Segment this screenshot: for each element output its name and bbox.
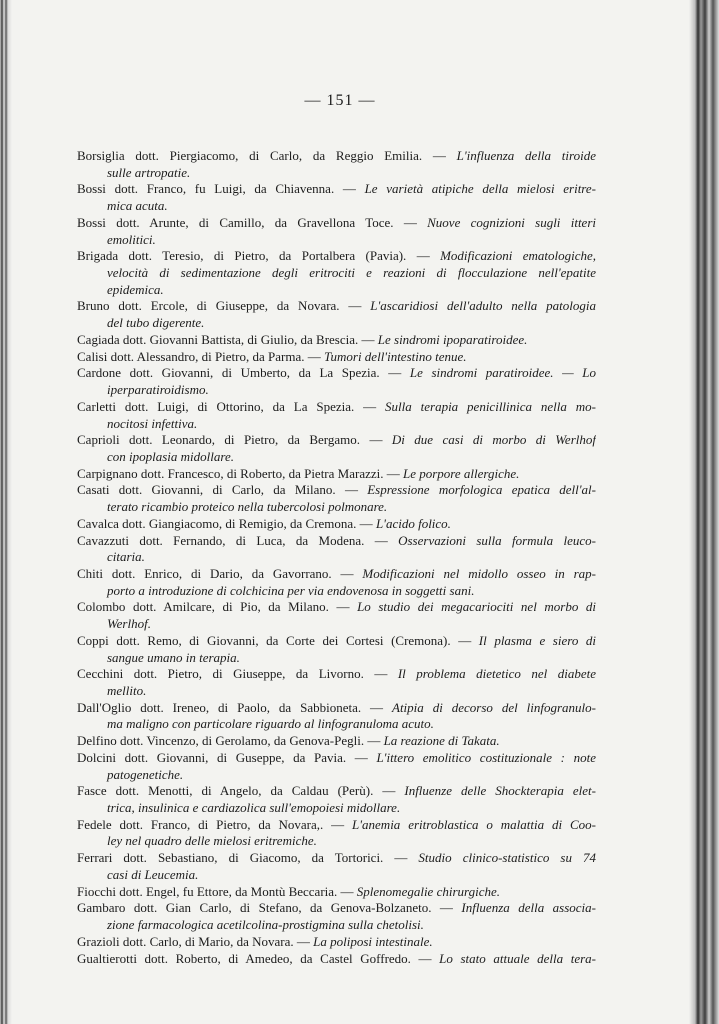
- entry-title: Tumori dell'intestino tenue.: [323, 348, 467, 364]
- bibliography-entry: [77, 432, 596, 465]
- page-number: — 151 —: [304, 92, 376, 109]
- bibliography-entry: [77, 482, 596, 515]
- entry-title: L'influenza della tiroide: [456, 148, 596, 163]
- entry-title: Osservazioni sulla formula leuco-: [398, 532, 596, 548]
- bibliography-entry: [77, 850, 596, 883]
- entry-continuation-line: [77, 867, 596, 884]
- entry-continuation-line: [77, 716, 596, 733]
- bibliography-entry: [77, 884, 596, 901]
- entry-continuation-line: [77, 449, 596, 466]
- entry-continuation-line: [77, 198, 596, 215]
- entry-author: Brigada dott. Teresio, di Pietro, da Portalbera (Pavia). —: [77, 248, 441, 264]
- entry-title: Splenomegalie chirurgiche.: [356, 883, 500, 899]
- entry-title: L'anemia eritroblastica o malattia di Coo-: [352, 816, 596, 832]
- entry-title: mica acuta.: [107, 198, 168, 214]
- entry-title: La reazione di Takata.: [383, 733, 500, 749]
- entry-title: L'ittero emolitico costituzionale : note: [376, 749, 596, 765]
- entry-first-line: [77, 482, 596, 499]
- entry-author: Bossi dott. Arunte, di Camillo, da Gravellona Toce. —: [77, 214, 428, 230]
- entry-first-line: [77, 466, 596, 483]
- entry-title: zione farmacologica acetilcolina-prostigmina sulla chetolisi.: [107, 917, 424, 933]
- entry-first-line: [77, 750, 596, 767]
- bibliography-entry: [77, 934, 596, 951]
- entry-title: La poliposi intestinale.: [313, 933, 433, 949]
- entry-continuation-line: [77, 767, 596, 784]
- entry-title: velocità di sedimentazione degli eritrociti e reazioni di flocculazione nell'epatite: [107, 265, 596, 281]
- entry-first-line: [77, 432, 596, 449]
- entry-first-line: [77, 298, 596, 315]
- entry-title: Lo studio dei megacariociti nel morbo di: [357, 599, 596, 615]
- entry-title: Studio clinico-statistico su 74: [418, 850, 596, 866]
- entry-title: Il problema dietetico nel diabete: [397, 666, 596, 682]
- bibliography-entry: [77, 817, 596, 850]
- entry-author: Gambaro dott. Gian Carlo, di Stefano, da Genova-Bolzaneto. —: [77, 900, 462, 916]
- entry-title: iperparatiroidismo.: [107, 382, 209, 398]
- entry-author: Bruno dott. Ercole, di Giuseppe, da Novara. —: [77, 298, 371, 314]
- entry-author: Borsiglia dott. Piergiacomo, di Carlo, da Reggio Emilia. —: [77, 148, 457, 163]
- entry-continuation-line: [77, 416, 596, 433]
- entry-title: citaria.: [107, 549, 145, 565]
- entry-title: con ipoplasia midollare.: [107, 448, 234, 464]
- entry-author: Chiti dott. Enrico, di Dario, da Gavorrano. —: [77, 565, 363, 581]
- entry-author: Dall'Oglio dott. Ireneo, di Paolo, da Sabbioneta. —: [77, 699, 392, 715]
- entry-first-line: [77, 533, 596, 550]
- entry-title: epidemica.: [107, 281, 164, 297]
- entry-first-line: [77, 900, 596, 917]
- bibliography-list: [77, 148, 596, 967]
- entry-title: mellito.: [107, 683, 147, 698]
- entry-author: Grazioli dott. Carlo, di Mario, da Novara. —: [77, 933, 314, 949]
- bibliography-entry: [77, 951, 596, 968]
- entry-author: Fiocchi dott. Engel, fu Ettore, da Montù Beccaria. —: [77, 883, 357, 899]
- entry-first-line: [77, 733, 596, 750]
- scan-edge-right: [689, 0, 719, 1024]
- bibliography-entry: [77, 783, 596, 816]
- bibliography-entry: [77, 349, 596, 366]
- entry-continuation-line: [77, 833, 596, 850]
- entry-first-line: [77, 248, 596, 265]
- entry-first-line: [77, 934, 596, 951]
- bibliography-entry: [77, 332, 596, 349]
- bibliography-entry: [77, 248, 596, 298]
- entry-author: Gualtierotti dott. Roberto, di Amedeo, da Castel Goffredo. —: [77, 950, 440, 966]
- entry-first-line: [77, 215, 596, 232]
- entry-first-line: [77, 783, 596, 800]
- entry-title: ley nel quadro delle mielosi eritremiche.: [107, 833, 317, 849]
- entry-continuation-line: [77, 800, 596, 817]
- entry-title: Influenze delle Shockterapia elet-: [404, 783, 596, 799]
- entry-title: porto a introduzione di colchicina per via endovenosa in soggetti sani.: [107, 582, 475, 598]
- entry-continuation-line: [77, 549, 596, 566]
- entry-first-line: [77, 666, 596, 683]
- entry-first-line: [77, 700, 596, 717]
- entry-title: L'ascaridiosi dell'adulto nella patologia: [370, 298, 596, 314]
- entry-title: terato ricambio proteico nella tubercolosi polmonare.: [107, 499, 388, 515]
- bibliography-entry: [77, 566, 596, 599]
- bibliography-entry: [77, 365, 596, 398]
- entry-continuation-line: [77, 583, 596, 600]
- entry-title: Di due casi di morbo di Werlhof: [391, 432, 596, 448]
- bibliography-entry: [77, 298, 596, 331]
- bibliography-entry: [77, 148, 596, 181]
- entry-title: Le porpore allergiche.: [403, 465, 520, 481]
- entry-title: Modificazioni nel midollo osseo in rap-: [362, 565, 596, 581]
- entry-title: Espressione morfologica epatica dell'al-: [367, 482, 596, 498]
- entry-continuation-line: [77, 499, 596, 516]
- entry-author: Fasce dott. Menotti, di Angelo, da Caldau (Perù). —: [77, 783, 405, 799]
- entry-author: Carpignano dott. Francesco, di Roberto, da Pietra Marazzi. —: [77, 465, 403, 481]
- entry-title: emolitici.: [107, 231, 156, 247]
- bibliography-entry: [77, 900, 596, 933]
- entry-title: L'acido folico.: [375, 515, 451, 531]
- entry-author: Casati dott. Giovanni, di Carlo, da Milano. —: [77, 482, 368, 498]
- bibliography-entry: [77, 733, 596, 750]
- entry-title: Sulla terapia penicillinica nella mo-: [385, 398, 596, 414]
- entry-title: ma maligno con particolare riguardo al linfogranuloma acuto.: [107, 716, 434, 732]
- entry-title: casi di Leucemia.: [107, 866, 199, 882]
- entry-title: Atipia di decorso del linfogranulo-: [392, 699, 596, 715]
- entry-title: Lo stato attuale della tera-: [439, 950, 596, 966]
- bibliography-entry: [77, 516, 596, 533]
- entry-author: Dolcini dott. Giovanni, di Guseppe, da Pavia. —: [77, 749, 377, 765]
- entry-continuation-line: [77, 683, 596, 700]
- entry-continuation-line: [77, 650, 596, 667]
- entry-first-line: [77, 349, 596, 366]
- entry-author: Cardone dott. Giovanni, di Umberto, da La Spezia. —: [77, 365, 410, 381]
- entry-author: Cagiada dott. Giovanni Battista, di Giulio, da Brescia. —: [77, 331, 378, 347]
- bibliography-entry: [77, 533, 596, 566]
- scan-edge-left: [0, 0, 12, 1024]
- entry-author: Cavazzuti dott. Fernando, di Luca, da Modena. —: [77, 532, 399, 548]
- entry-first-line: [77, 951, 596, 968]
- entry-first-line: [77, 566, 596, 583]
- entry-author: Coppi dott. Remo, di Giovanni, da Corte dei Cortesi (Cremona). —: [77, 632, 479, 648]
- entry-first-line: [77, 633, 596, 650]
- entry-first-line: [77, 817, 596, 834]
- entry-author: Fedele dott. Franco, di Pietro, da Novara,. —: [77, 816, 353, 832]
- entry-title: Modificazioni ematologiche,: [440, 248, 596, 264]
- entry-first-line: [77, 599, 596, 616]
- bibliography-entry: [77, 399, 596, 432]
- entry-continuation-line: [77, 382, 596, 399]
- bibliography-entry: [77, 666, 596, 699]
- entry-continuation-line: [77, 917, 596, 934]
- entry-title: del tubo digerente.: [107, 315, 205, 331]
- bibliography-entry: [77, 633, 596, 666]
- entry-first-line: [77, 365, 596, 382]
- bibliography-entry: [77, 599, 596, 632]
- entry-title: Le sindromi ipoparatiroidee.: [377, 331, 528, 347]
- entry-continuation-line: [77, 315, 596, 332]
- entry-first-line: [77, 516, 596, 533]
- entry-title: nocitosi infettiva.: [107, 415, 198, 431]
- entry-continuation-line: [77, 265, 596, 282]
- entry-first-line: [77, 148, 596, 165]
- entry-first-line: [77, 332, 596, 349]
- bibliography-entry: [77, 700, 596, 733]
- entry-author: Bossi dott. Franco, fu Luigi, da Chiavenna. —: [77, 181, 365, 197]
- entry-author: Cecchini dott. Pietro, di Giuseppe, da Livorno. —: [77, 666, 398, 682]
- entry-title: patogenetiche.: [107, 766, 184, 782]
- entry-title: Werlhof.: [107, 616, 151, 632]
- entry-author: Delfino dott. Vincenzo, di Gerolamo, da Genova-Pegli. —: [77, 733, 384, 749]
- entry-first-line: [77, 850, 596, 867]
- entry-title: Nuove cognizioni sugli itteri: [427, 214, 596, 230]
- bibliography-entry: [77, 750, 596, 783]
- entry-title: Il plasma e siero di: [478, 632, 596, 648]
- entry-first-line: [77, 399, 596, 416]
- entry-continuation-line: [77, 165, 596, 182]
- entry-title: sangue umano in terapia.: [107, 649, 240, 665]
- entry-continuation-line: [77, 616, 596, 633]
- entry-continuation-line: [77, 232, 596, 249]
- entry-title: Influenza della associa-: [461, 900, 596, 916]
- entry-first-line: [77, 181, 596, 198]
- entry-author: Colombo dott. Amilcare, di Pio, da Milano. —: [77, 599, 358, 615]
- entry-title: Le sindromi paratiroidee. — Lo: [409, 365, 596, 381]
- entry-title: sulle artropatie.: [107, 164, 191, 180]
- entry-title: trica, insulinica e cardiazolica sull'emopoiesi midollare.: [107, 800, 401, 816]
- bibliography-entry: [77, 215, 596, 248]
- entry-author: Carletti dott. Luigi, di Ottorino, da La Spezia. —: [77, 398, 386, 414]
- entry-author: Caprioli dott. Leonardo, di Pietro, da Bergamo. —: [77, 432, 392, 448]
- entry-title: Le varietà atipiche della mielosi eritre-: [364, 181, 596, 197]
- bibliography-entry: [77, 466, 596, 483]
- entry-author: Calisi dott. Alessandro, di Pietro, da Parma. —: [77, 348, 324, 364]
- entry-author: Ferrari dott. Sebastiano, di Giacomo, da Tortorici. —: [77, 850, 419, 866]
- bibliography-entry: [77, 181, 596, 214]
- entry-first-line: [77, 884, 596, 901]
- entry-author: Cavalca dott. Giangiacomo, di Remigio, da Cremona. —: [77, 515, 376, 531]
- entry-continuation-line: [77, 282, 596, 299]
